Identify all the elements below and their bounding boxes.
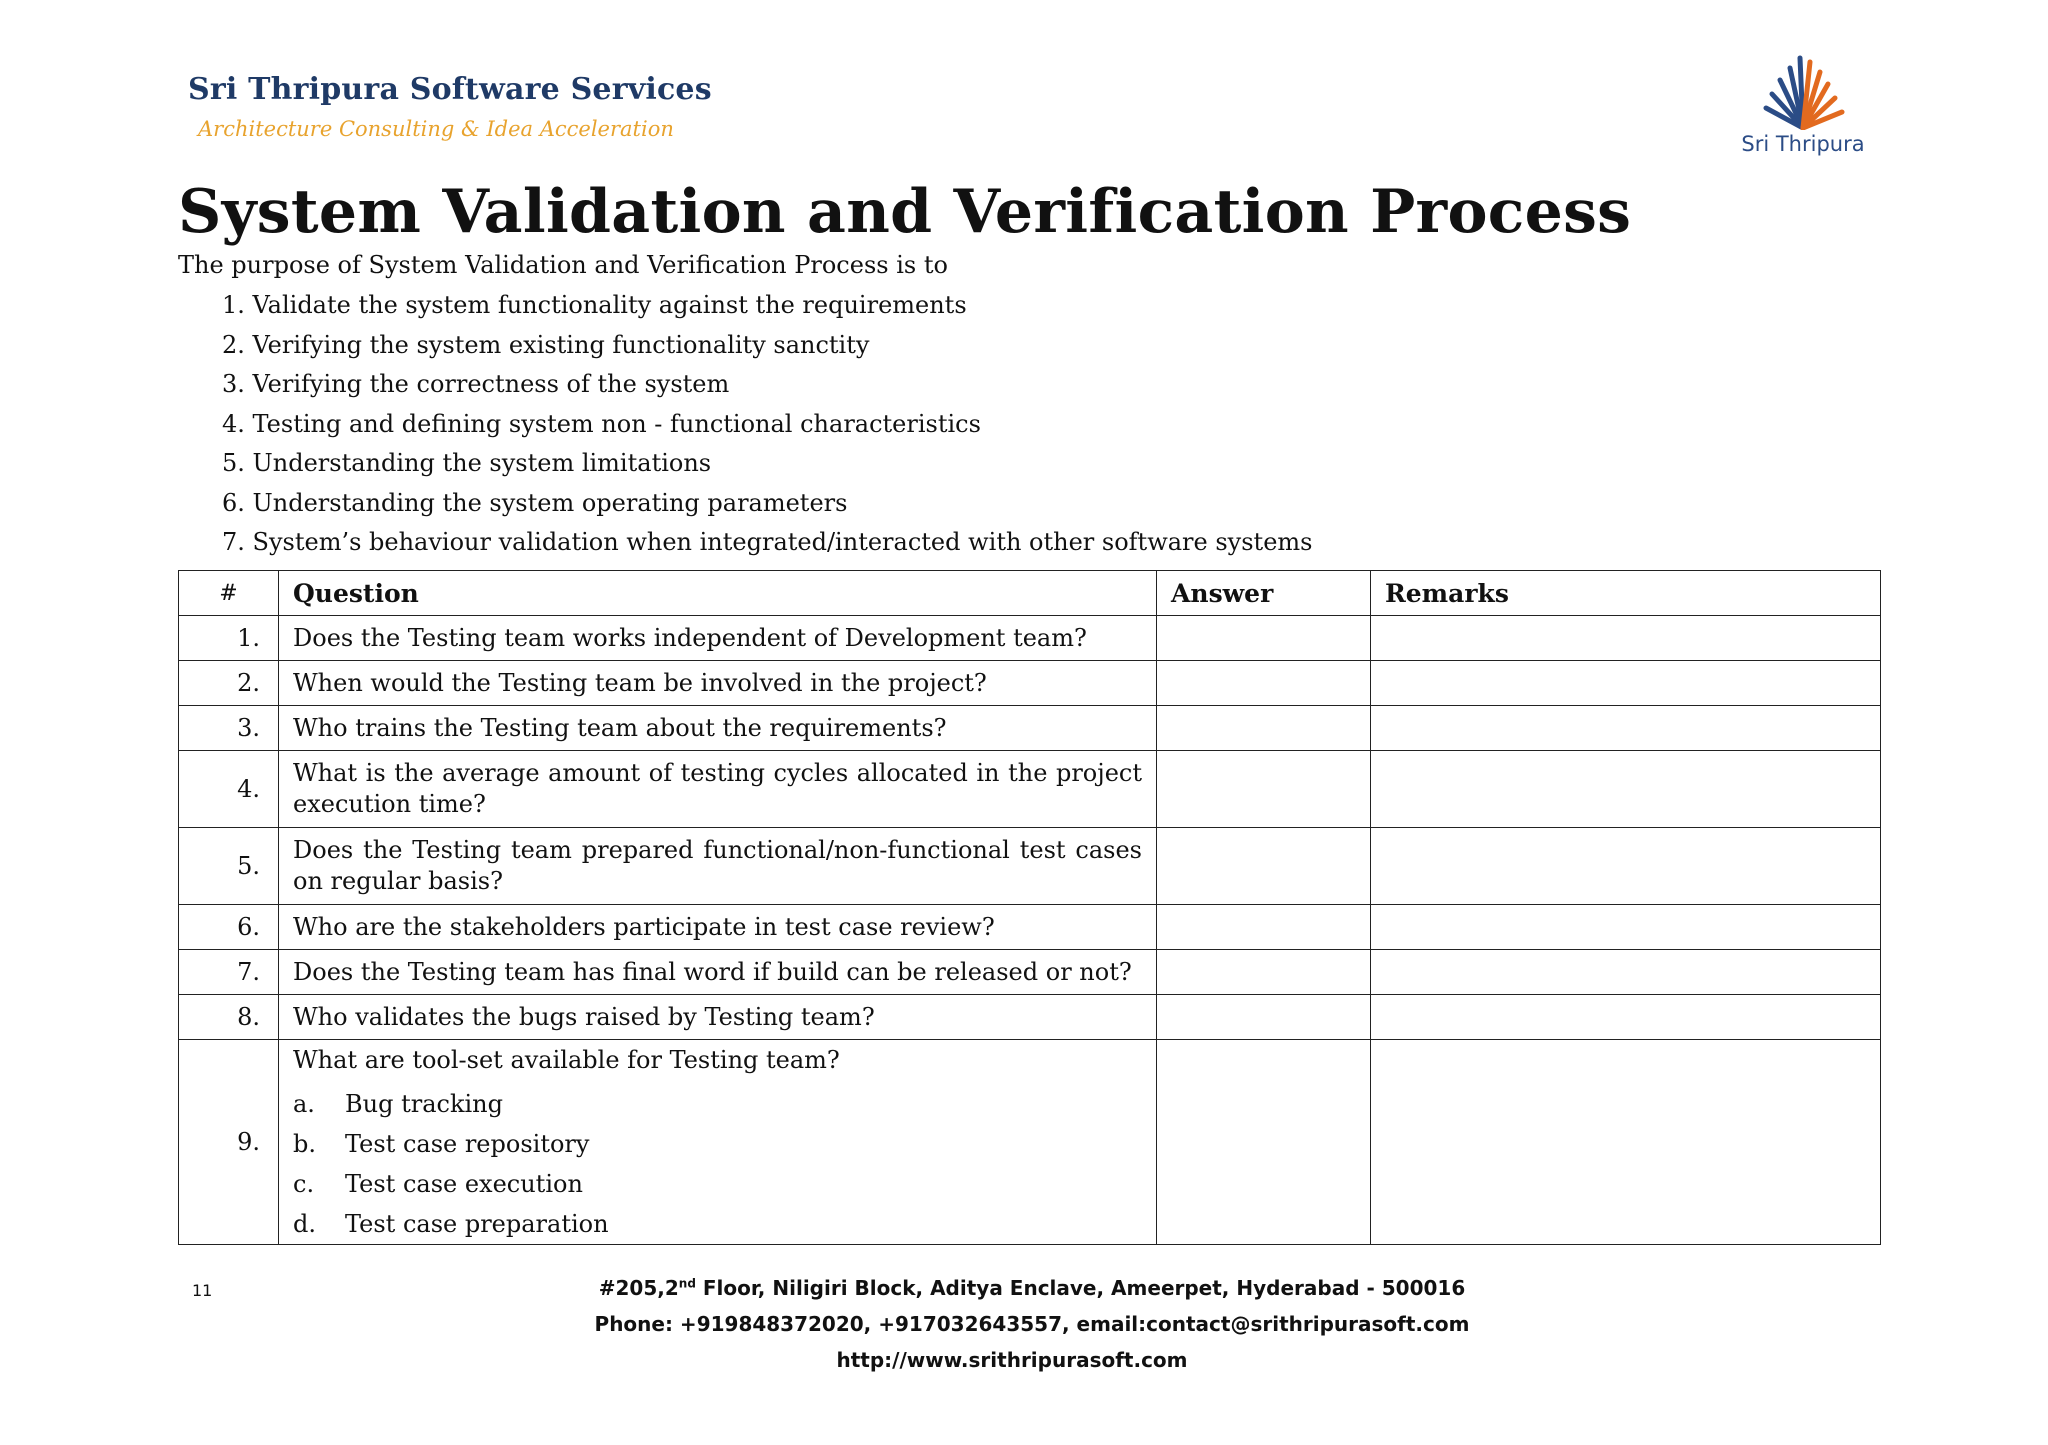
- answer-cell[interactable]: [1157, 950, 1371, 995]
- table-row: [179, 616, 1881, 661]
- footer-address-ordinal: nd: [678, 1276, 696, 1291]
- footer-address-prefix: #205,2: [598, 1276, 679, 1300]
- purpose-list: [222, 290, 1312, 567]
- sub-item-text: Test case preparation: [345, 1210, 609, 1238]
- row-number: 1.: [179, 616, 279, 661]
- purpose-item: 3. Verifying the correctness of the system: [222, 370, 730, 398]
- row-number: 9.: [179, 1040, 279, 1245]
- row-number: 2.: [179, 661, 279, 706]
- intro-paragraph: The purpose of System Validation and Verification Process is to: [178, 251, 948, 279]
- remarks-cell[interactable]: [1371, 616, 1881, 661]
- sub-item: [293, 1124, 1142, 1164]
- header-number: #: [179, 571, 279, 616]
- company-logo: [1738, 54, 1868, 166]
- answer-cell[interactable]: [1157, 995, 1371, 1040]
- row-number: 3.: [179, 706, 279, 751]
- logo-text: Sri Thripura: [1741, 132, 1865, 156]
- row-question: Who trains the Testing team about the requirements?: [279, 706, 1157, 751]
- row-number: 7.: [179, 950, 279, 995]
- table-row: [179, 905, 1881, 950]
- remarks-cell[interactable]: [1371, 950, 1881, 995]
- table-row: [179, 950, 1881, 995]
- table-row: [179, 828, 1881, 905]
- footer-address-suffix: Floor, Niligiri Block, Aditya Enclave, Ameerpet, Hyderabad - 500016: [695, 1276, 1466, 1300]
- remarks-cell[interactable]: [1371, 905, 1881, 950]
- remarks-cell[interactable]: [1371, 1040, 1881, 1245]
- sub-item-text: Bug tracking: [345, 1090, 503, 1118]
- header-remarks: Remarks: [1371, 571, 1881, 616]
- sub-item-letter: b.: [293, 1130, 316, 1158]
- table-row: [179, 995, 1881, 1040]
- row-question: Does the Testing team works independent of Development team?: [279, 616, 1157, 661]
- row-number: 4.: [179, 751, 279, 828]
- sub-item-letter: c.: [293, 1170, 315, 1198]
- sub-item: [293, 1204, 1142, 1244]
- company-name: Sri Thripura Software Services: [188, 72, 712, 107]
- sub-item-text: Test case repository: [345, 1130, 590, 1158]
- row-number: 6.: [179, 905, 279, 950]
- remarks-cell[interactable]: [1371, 751, 1881, 828]
- answer-cell[interactable]: [1157, 828, 1371, 905]
- answer-cell[interactable]: [1157, 661, 1371, 706]
- purpose-item: 4. Testing and defining system non - functional characteristics: [222, 409, 981, 438]
- row-question: What are tool-set available for Testing team?: [293, 1046, 840, 1074]
- sub-item-text: Test case execution: [345, 1170, 583, 1198]
- row-question-with-subitems: [279, 1040, 1157, 1245]
- document-title: System Validation and Verification Process: [178, 177, 1632, 247]
- logo-fan-icon: [1758, 54, 1848, 130]
- row-number: 5.: [179, 828, 279, 905]
- answer-cell[interactable]: [1157, 751, 1371, 828]
- footer-contact: Phone: +919848372020, +917032643557, email:contact@srithripurasoft.com: [594, 1312, 1470, 1336]
- sub-item-letter: d.: [293, 1210, 316, 1238]
- purpose-item: 2. Verifying the system existing functionality sanctity: [222, 330, 870, 359]
- table-row: [179, 661, 1881, 706]
- remarks-cell[interactable]: [1371, 828, 1881, 905]
- table-row: [179, 706, 1881, 751]
- answer-cell[interactable]: [1157, 616, 1371, 661]
- table-header-row: [179, 571, 1881, 616]
- purpose-item: 5. Understanding the system limitations: [222, 449, 712, 477]
- header-answer: Answer: [1157, 571, 1371, 616]
- row-question: Who are the stakeholders participate in test case review?: [279, 905, 1157, 950]
- remarks-cell[interactable]: [1371, 706, 1881, 751]
- table-row: [179, 1040, 1881, 1245]
- purpose-item: 1. Validate the system functionality against the requirements: [222, 291, 967, 319]
- answer-cell[interactable]: [1157, 905, 1371, 950]
- row-question: Does the Testing team prepared functional/non-functional test cases on regular basis?: [279, 828, 1157, 905]
- remarks-cell[interactable]: [1371, 661, 1881, 706]
- remarks-cell[interactable]: [1371, 995, 1881, 1040]
- row-question: Does the Testing team has final word if build can be released or not?: [279, 950, 1157, 995]
- table-row: [179, 751, 1881, 828]
- header-question: Question: [279, 571, 1157, 616]
- footer-address: [8, 1276, 2048, 1300]
- answer-cell[interactable]: [1157, 706, 1371, 751]
- footer-website-link[interactable]: http://www.srithripurasoft.com: [836, 1348, 1188, 1372]
- purpose-item: 6. Understanding the system operating parameters: [222, 488, 848, 517]
- page-number: 11: [192, 1281, 213, 1300]
- row-number: 8.: [179, 995, 279, 1040]
- row-question: Who validates the bugs raised by Testing team?: [279, 995, 1157, 1040]
- purpose-item: 7. System’s behaviour validation when integrated/interacted with other software systems: [222, 528, 1313, 556]
- sub-item: [293, 1164, 1142, 1204]
- row-question: What is the average amount of testing cycles allocated in the project execution time?: [279, 751, 1157, 828]
- sub-item-letter: a.: [293, 1090, 315, 1118]
- answer-cell[interactable]: [1157, 1040, 1371, 1245]
- questionnaire-table: [178, 570, 1881, 1245]
- row-question: When would the Testing team be involved in the project?: [279, 661, 1157, 706]
- company-tagline: Architecture Consulting & Idea Acceleration: [198, 117, 674, 141]
- sub-item: [293, 1084, 1142, 1124]
- tool-set-list: [293, 1084, 1142, 1244]
